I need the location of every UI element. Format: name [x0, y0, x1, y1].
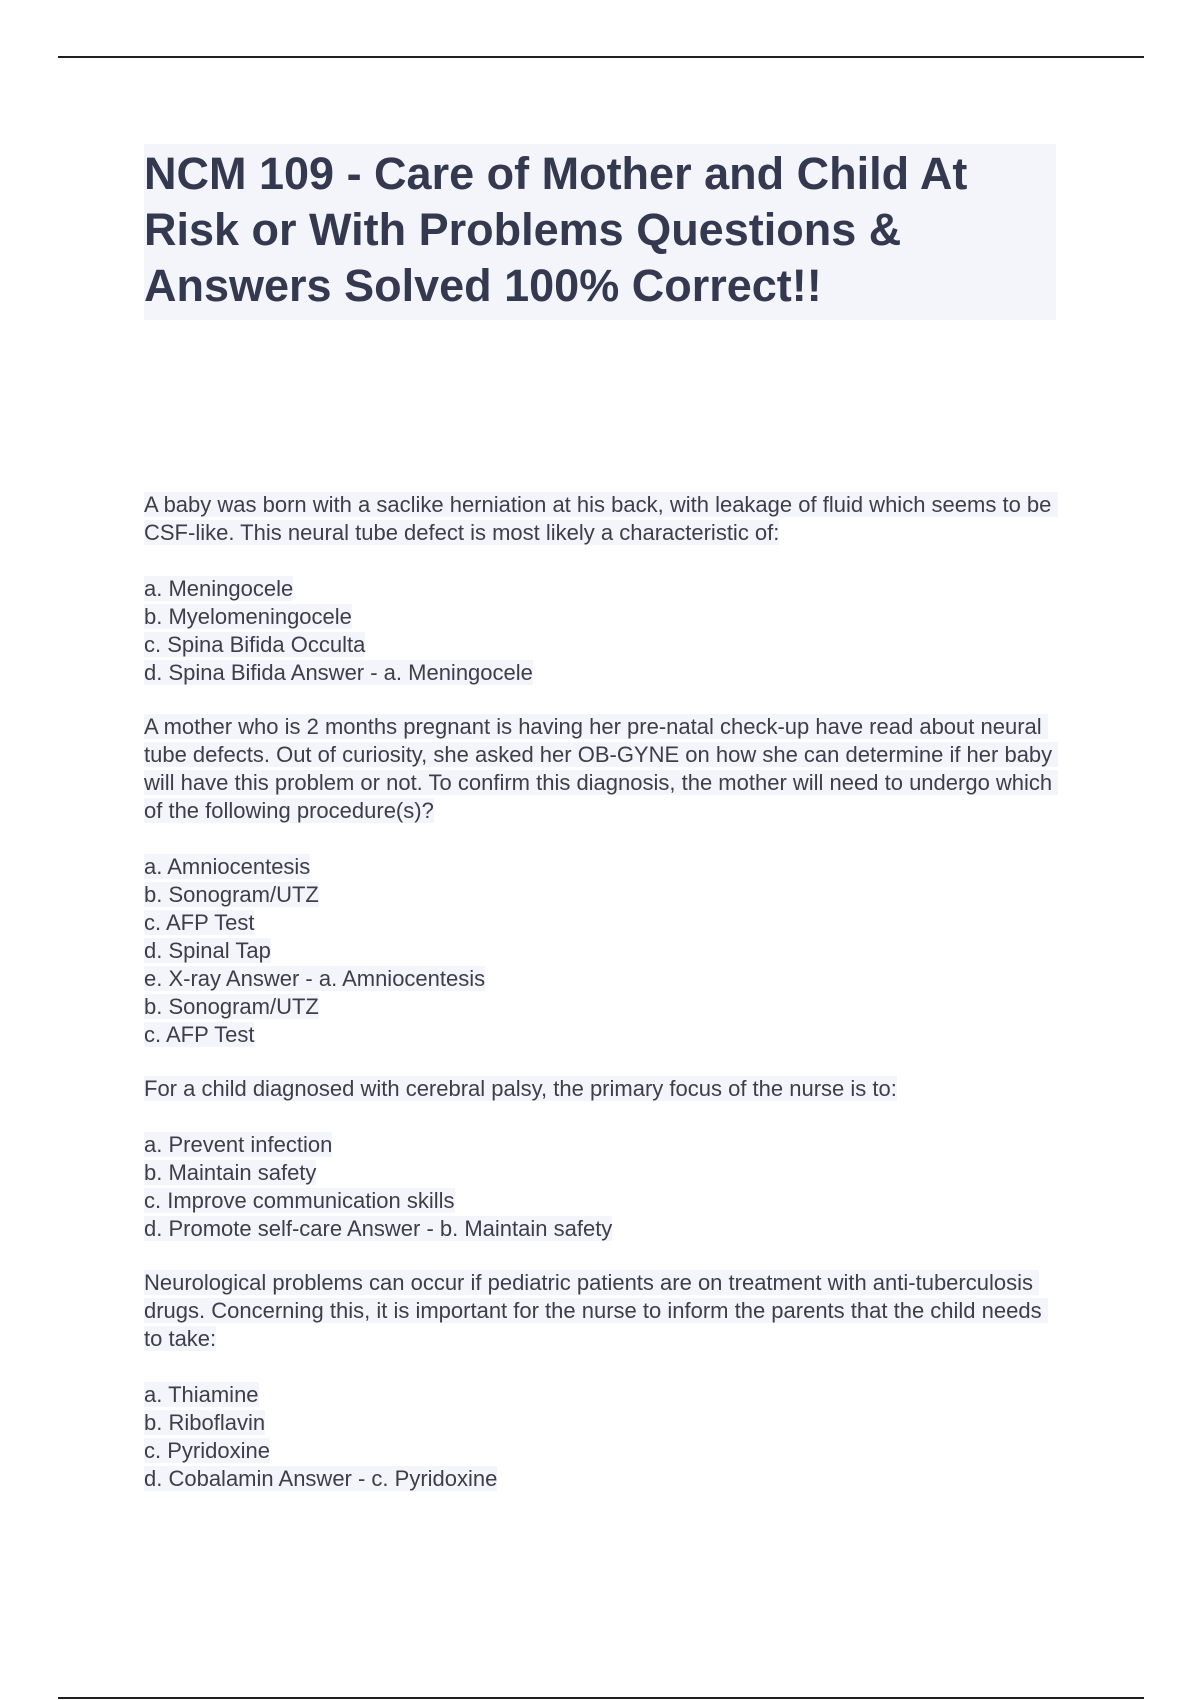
page-content — [144, 144, 1059, 1519]
question-stem: A mother who is 2 months pregnant is having her pre-natal check-up have read about neural tube defects. Out of curiosity, she asked her OB-GYNE on how she can determine if her baby will have this problem or not. To confirm this diagnosis, the mother will need to undergo which of the following procedure(s)? — [144, 714, 1059, 823]
option-item: c. Spina Bifida Occulta — [144, 632, 366, 657]
answer-options — [144, 1131, 1056, 1243]
option-item: e. X-ray Answer - a. Amniocentesis — [144, 966, 486, 991]
answer-options — [144, 575, 1056, 687]
answer-options — [144, 1381, 1056, 1493]
option-item: c. Improve communication skills — [144, 1188, 455, 1213]
option-item: d. Spina Bifida Answer - a. Meningocele — [144, 660, 533, 685]
option-item: c. Pyridoxine — [144, 1438, 270, 1463]
top-rule — [58, 56, 1144, 58]
option-item: a. Meningocele — [144, 576, 294, 601]
option-item: d. Promote self-care Answer - b. Maintain safety — [144, 1216, 613, 1241]
option-item: c. AFP Test — [144, 910, 255, 935]
option-item: d. Spinal Tap — [144, 938, 271, 963]
question-2 — [144, 713, 1059, 1049]
question-3 — [144, 1075, 1056, 1243]
option-item: c. AFP Test — [144, 1022, 255, 1047]
option-item: a. Amniocentesis — [144, 854, 311, 879]
question-list — [144, 491, 1059, 1493]
option-item: a. Prevent infection — [144, 1132, 333, 1157]
answer-options — [144, 853, 1056, 1049]
option-item: b. Myelomeningocele — [144, 604, 352, 629]
bottom-rule — [58, 1697, 1144, 1699]
option-item: b. Sonogram/UTZ — [144, 994, 319, 1019]
question-stem: For a child diagnosed with cerebral palsy, the primary focus of the nurse is to: — [144, 1076, 897, 1101]
option-item: b. Riboflavin — [144, 1410, 266, 1435]
question-1 — [144, 491, 1056, 687]
option-item: b. Sonogram/UTZ — [144, 882, 319, 907]
option-item: a. Thiamine — [144, 1382, 259, 1407]
document-title: NCM 109 - Care of Mother and Child At Risk or With Problems Questions & Answers Solved 100% Correct!! — [144, 144, 1056, 320]
question-stem: A baby was born with a saclike herniation at his back, with leakage of fluid which seems to be CSF-like. This neural tube defect is most likely a characteristic of: — [144, 492, 1058, 545]
option-item: d. Cobalamin Answer - c. Pyridoxine — [144, 1466, 498, 1491]
option-item: b. Maintain safety — [144, 1160, 317, 1185]
question-4 — [144, 1269, 1056, 1493]
question-stem: Neurological problems can occur if pediatric patients are on treatment with anti-tuberculosis drugs. Concerning this, it is important for the nurse to inform the parents that the child needs to take: — [144, 1270, 1048, 1351]
